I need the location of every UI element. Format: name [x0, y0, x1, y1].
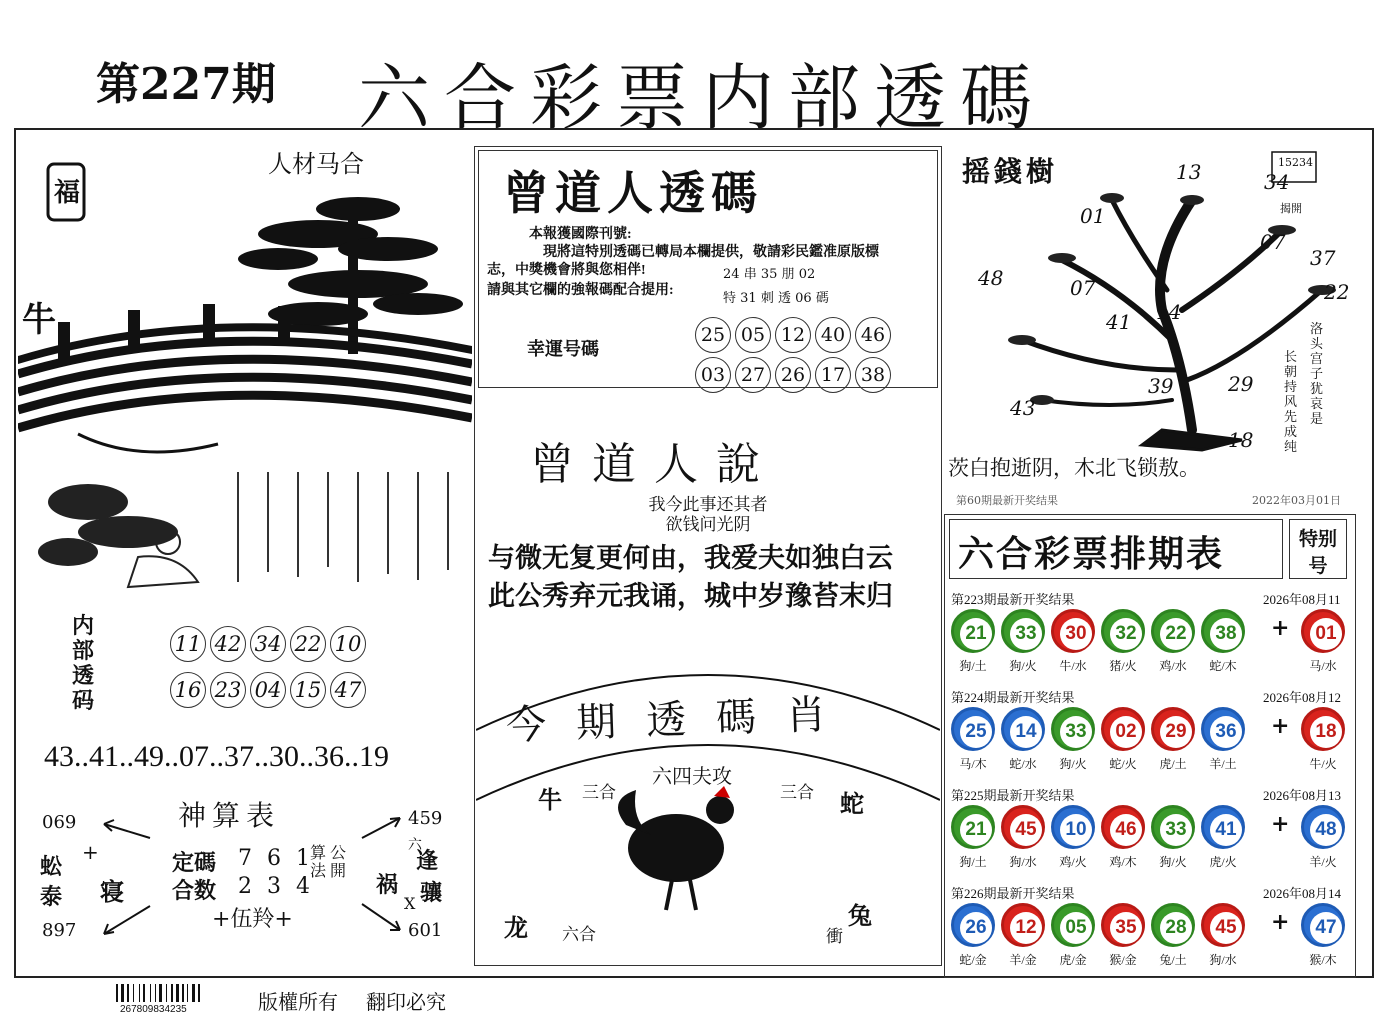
neibu-row-1: [168, 626, 368, 662]
tree-number: 41: [1106, 310, 1132, 334]
num-069: 069: [42, 812, 77, 833]
barcode-bar: [150, 984, 151, 1002]
zodiac-rabbit: 兔: [848, 901, 872, 930]
draw-date: 2026年08月12: [1263, 690, 1342, 705]
shensuan-panel: [32, 734, 472, 966]
zodiac-label: 蛇/水: [1009, 757, 1037, 771]
lottery-ball: [951, 805, 995, 849]
draw-date: 2026年08月14: [1263, 886, 1342, 901]
ball-number: 22: [1160, 618, 1192, 650]
draw-header: 第223期最新开奖结果: [951, 592, 1075, 607]
zodiac-label: 蛇/金: [959, 953, 987, 967]
zodiac-label: 马/木: [959, 757, 987, 771]
barcode-bar: [198, 984, 200, 1002]
lottery-ball: [1301, 903, 1345, 947]
zodiac-label: 蛇/木: [1209, 659, 1237, 673]
barcode-bar: [166, 984, 167, 1002]
lottery-ball: [1101, 805, 1145, 849]
neibu-number: 10: [330, 626, 366, 662]
barcode-bar: [116, 984, 118, 1002]
verse-line-2: 此公秀弃元我诵，城中岁豫苔末归: [488, 581, 893, 612]
title-zengdaoren-touma: 曾道人透碼: [503, 166, 763, 220]
ball-number: 21: [960, 814, 992, 846]
lottery-ball: [1001, 903, 1045, 947]
ball-number: 02: [1110, 716, 1142, 748]
tree-number: 48: [978, 266, 1004, 290]
vertical-poem-a: 洛头宫子犹哀是: [1310, 322, 1324, 427]
zodiac-label: 猴/木: [1309, 953, 1337, 967]
ball-number: 45: [1210, 912, 1242, 944]
barcode-bar: [139, 984, 140, 1002]
sanhe-right: 三合: [780, 783, 814, 803]
no-copy: 翻印必究: [366, 990, 446, 1014]
notice-line-3: 志，中獎機會將與您相伴!: [487, 263, 646, 278]
table-title: 六合彩票排期表: [958, 533, 1225, 575]
arrows-svg: [32, 734, 472, 966]
lucky-number: 05: [735, 317, 771, 353]
lucky-row-2: [693, 357, 893, 393]
tree-number: 07: [1260, 230, 1286, 254]
badge-num: 15234: [1278, 156, 1313, 169]
neibu-number: 11: [170, 626, 206, 662]
money-tree-panel: [942, 140, 1370, 510]
lottery-ball: [1151, 609, 1195, 653]
lottery-ball: [1151, 707, 1195, 751]
lottery-ball: [1051, 609, 1095, 653]
lottery-ball: [1201, 903, 1245, 947]
neibu-number: 04: [250, 672, 286, 708]
lottery-ball: [1151, 805, 1195, 849]
zodiac-snake: 蛇: [840, 789, 864, 818]
zodiac-label: 羊/火: [1309, 855, 1337, 869]
draw-header: 第225期最新开奖结果: [951, 788, 1075, 803]
zodiac-ox: 牛: [538, 785, 562, 814]
num-459: 459: [408, 808, 443, 829]
char-tai: 泰: [40, 884, 63, 910]
zodiac-label: 羊/土: [1209, 757, 1237, 771]
zodiac-label: 兔/土: [1159, 953, 1187, 967]
tree-number: 01: [1080, 204, 1106, 228]
zodiac-label: 猴/金: [1109, 953, 1137, 967]
seal-text: 福: [54, 178, 81, 208]
barcode-bar: [133, 984, 134, 1002]
lottery-ball: [1051, 903, 1095, 947]
neibu-row-2: [168, 672, 368, 708]
copyright: 版權所有: [258, 990, 338, 1014]
liuhe: 六合: [562, 925, 596, 945]
lucky-number: 12: [775, 317, 811, 353]
ball-number: 45: [1010, 814, 1042, 846]
barcode-bar: [143, 984, 145, 1002]
barcode-number: 267809834235: [120, 1004, 187, 1015]
verse-line-1: 与微无复更何由，我爱夫如独白云: [488, 543, 893, 574]
ball-number: 25: [960, 716, 992, 748]
issue-number: 第227期: [96, 59, 276, 110]
zodiac-label: 猪/火: [1109, 659, 1137, 673]
ball-number: 47: [1310, 912, 1342, 944]
plus-sign: +: [1271, 713, 1290, 739]
tree-number: 18: [1228, 428, 1254, 452]
char-xiang: 骧: [420, 880, 443, 906]
zodiac-label: 狗/水: [1009, 855, 1037, 869]
tree-number: 43: [1010, 396, 1036, 420]
neibu-number: 16: [170, 672, 206, 708]
num-601: 601: [408, 920, 443, 941]
poem-line-2: 欲钱问光阴: [665, 515, 751, 535]
draw-date: 2026年08月13: [1263, 788, 1342, 803]
ball-number: 35: [1110, 912, 1142, 944]
ball-number: 46: [1110, 814, 1142, 846]
barcode-bar: [159, 984, 162, 1002]
tree-number: 14: [1156, 300, 1182, 324]
ball-number: 33: [1010, 618, 1042, 650]
zodiac-label: 虎/土: [1159, 757, 1187, 771]
lucky-number: 03: [695, 357, 731, 393]
lottery-ball: [1301, 609, 1345, 653]
wuling: +伍羚+: [212, 907, 293, 932]
zodiac-label: 虎/火: [1209, 855, 1237, 869]
bridge-pine-illustration: [18, 134, 472, 454]
ball-number: 18: [1310, 716, 1342, 748]
barcode-bar: [121, 984, 124, 1002]
tree-number: 22: [1324, 280, 1350, 304]
barcode-bar: [187, 984, 188, 1002]
title-zengdaoren-shuo: 曾道人說: [530, 439, 778, 490]
notice-line-2: 現將這特別透碼已轉局本欄提供，敬請彩民鑑准原版標: [543, 245, 879, 260]
neibu-number: 42: [210, 626, 246, 662]
neibu-numbers-panel: [28, 606, 468, 716]
tree-footer-left: 第60期最新开奖结果: [956, 494, 1058, 507]
zodiac-label: 狗/火: [1159, 855, 1187, 869]
zodiac-label: 蛇/火: [1109, 757, 1137, 771]
char-plus: +: [82, 840, 99, 864]
lottery-ball: [1101, 707, 1145, 751]
zodiac-label: 鸡/木: [1109, 855, 1137, 869]
lucky-number: 46: [855, 317, 891, 353]
vertical-poem-b: 长朝持风先成纯: [1284, 350, 1298, 455]
lottery-ball: [1001, 609, 1045, 653]
char-x: X: [404, 894, 416, 913]
draw-header: 第226期最新开奖结果: [951, 886, 1075, 901]
rooster-icon: [618, 786, 734, 910]
num-897: 897: [42, 920, 77, 941]
heshu-values: 2 3 4: [238, 874, 314, 899]
ball-number: 10: [1060, 814, 1092, 846]
draw-header: 第224期最新开奖结果: [951, 690, 1075, 705]
notice-line-4: 請與其它欄的強報碼配合提用:: [487, 283, 674, 298]
tree-title: 摇錢樹: [962, 155, 1059, 188]
ball-number: 32: [1110, 618, 1142, 650]
dingma-label: 定碼: [172, 850, 217, 876]
barcode-bar: [155, 984, 156, 1002]
sanhe-left: 三合: [582, 783, 616, 803]
chong: 衝: [826, 927, 843, 947]
main-title: 六合彩票内部透碼: [358, 56, 1047, 140]
zodiac-label: 狗/水: [1209, 953, 1237, 967]
lottery-ball: [1051, 805, 1095, 849]
lottery-ball: [1301, 805, 1345, 849]
ball-number: 33: [1060, 716, 1092, 748]
lottery-ball: [1201, 805, 1245, 849]
small-row-1: 24 串 35 朋 02: [723, 267, 816, 282]
ball-number: 36: [1210, 716, 1242, 748]
neibu-number: 34: [250, 626, 286, 662]
ball-number: 14: [1010, 716, 1042, 748]
plus-sign: +: [1271, 615, 1290, 641]
zodiac-label: 狗/火: [1059, 757, 1087, 771]
lottery-ball: [1101, 903, 1145, 947]
zodiac-label: 羊/金: [1009, 953, 1037, 967]
ball-number: 33: [1160, 814, 1192, 846]
ball-number: 48: [1310, 814, 1342, 846]
shensuan-title: 神算表: [178, 799, 281, 832]
lottery-ball: [951, 707, 995, 751]
zengdaoren-box: [478, 150, 938, 388]
side-a: 算法: [310, 843, 327, 880]
zodiac-label: 牛/水: [1059, 659, 1087, 673]
neibu-number: 22: [290, 626, 326, 662]
lucky-number: 38: [855, 357, 891, 393]
char-liu: 六: [408, 837, 422, 853]
tree-number: 07: [1070, 276, 1096, 300]
calligraphy-panel: [28, 462, 468, 600]
ball-number: 01: [1310, 618, 1342, 650]
zodiac-label: 狗/火: [1009, 659, 1037, 673]
zodiac-label: 鸡/火: [1059, 855, 1087, 869]
char-sou: 蚣: [40, 854, 63, 880]
lottery-ball: [1001, 707, 1045, 751]
special-label-box: [1289, 519, 1347, 579]
tree-number: 37: [1310, 246, 1336, 270]
ball-number: 38: [1210, 618, 1242, 650]
char-qin: 寝: [100, 877, 124, 906]
lottery-ball: [951, 609, 995, 653]
heshu-label: 合数: [172, 878, 217, 904]
ball-number: 26: [960, 912, 992, 944]
lottery-ball: [1201, 707, 1245, 751]
title-jinqi: 今期透碼肖: [505, 690, 857, 750]
tree-number: 13: [1176, 160, 1202, 184]
badge-label: 揭開: [1280, 202, 1302, 215]
results-table: [944, 514, 1356, 978]
neibu-label: 内 部 透 码: [71, 613, 94, 714]
tree-number: 39: [1148, 374, 1174, 398]
lottery-ball: [951, 903, 995, 947]
neibu-number: 23: [210, 672, 246, 708]
ball-number: 29: [1160, 716, 1192, 748]
zodiac-label: 狗/土: [959, 659, 987, 673]
special-label-1: 特别: [1298, 528, 1337, 550]
ball-number: 41: [1210, 814, 1242, 846]
lady-illustration: [28, 462, 468, 600]
lottery-ball: [1151, 903, 1195, 947]
bridge-pine-panel: [18, 134, 472, 454]
barcode-bar: [127, 984, 129, 1002]
plus-sign: +: [1271, 811, 1290, 837]
zodiac-label: 牛/火: [1309, 757, 1337, 771]
barcode-bar: [176, 984, 179, 1002]
ball-number: 30: [1060, 618, 1092, 650]
zodiac-label: 狗/土: [959, 855, 987, 869]
ball-number: 12: [1010, 912, 1042, 944]
lucky-number: 25: [695, 317, 731, 353]
draw-date: 2026年08月11: [1263, 592, 1341, 607]
tree-line: 茨白抱逝阴，木北飞锁敖。: [948, 456, 1200, 480]
lottery-ball: [1201, 609, 1245, 653]
special-label-2: 号: [1308, 555, 1328, 577]
lottery-ball: [1301, 707, 1345, 751]
char-huo: 祸: [376, 872, 399, 898]
lucky-number: 17: [815, 357, 851, 393]
long-sequence: 43..41..49..07..37..30..36..19: [44, 740, 389, 773]
xingyun-label: 幸運号碼: [527, 339, 599, 360]
top-caption: 人材马合: [268, 150, 364, 178]
tree-footer-right: 2022年03月01日: [1252, 494, 1341, 507]
lottery-ball: [1051, 707, 1095, 751]
plus-sign: +: [1271, 909, 1290, 935]
barcode-bar: [192, 984, 195, 1002]
zodiac-label: 马/水: [1309, 659, 1337, 673]
zodiac-dragon: 龙: [504, 913, 528, 942]
liusi: 六四夫攻: [652, 764, 732, 788]
poem-line-1: 我今此事还其者: [648, 495, 768, 515]
lucky-row-1: [693, 317, 893, 353]
tree-number: 29: [1228, 372, 1254, 396]
dingma-values: 7 6 1: [238, 846, 314, 871]
ball-number: 05: [1060, 912, 1092, 944]
table-title-box: [949, 519, 1283, 579]
zodiac-label: 鸡/水: [1159, 659, 1187, 673]
lucky-number: 26: [775, 357, 811, 393]
barcode-bar: [171, 984, 173, 1002]
lucky-number: 27: [735, 357, 771, 393]
lottery-ball: [1001, 805, 1045, 849]
side-b: 公開: [330, 843, 347, 880]
zodiac-label: 虎/金: [1059, 953, 1087, 967]
notice-line-1: 本報獲國際刊號:: [529, 227, 632, 242]
ox-label: 牛: [22, 300, 56, 340]
tree-number: 34: [1264, 170, 1290, 194]
lucky-number: 40: [815, 317, 851, 353]
ball-number: 21: [960, 618, 992, 650]
lottery-ball: [1101, 609, 1145, 653]
char-feng: 逢: [416, 848, 439, 874]
neibu-number: 47: [330, 672, 366, 708]
ball-number: 28: [1160, 912, 1192, 944]
small-row-2: 特 31 刺 透 06 碼: [723, 291, 829, 306]
neibu-number: 15: [290, 672, 326, 708]
barcode-bar: [182, 984, 184, 1002]
